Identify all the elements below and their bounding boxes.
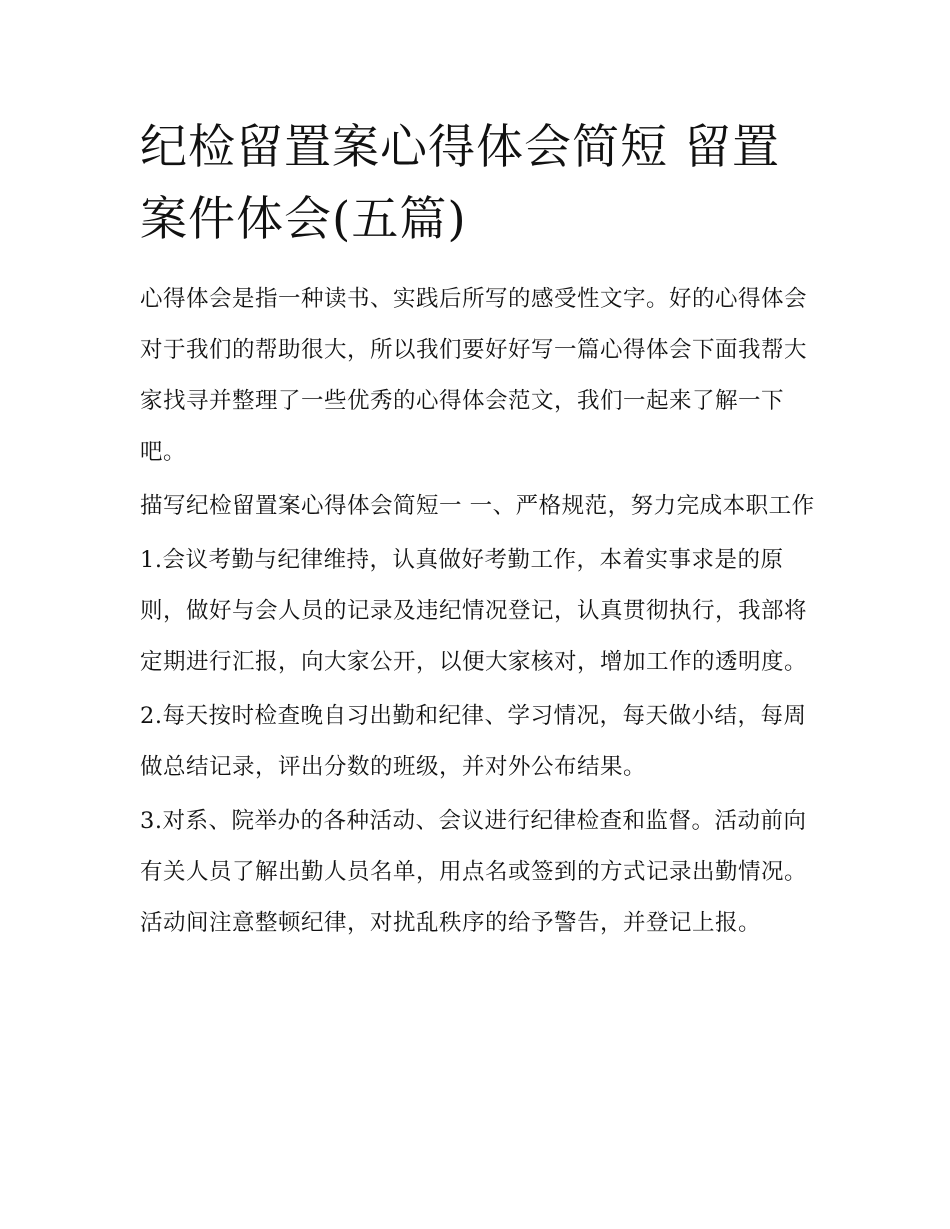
section-heading: 描写纪检留置案心得体会简短一 一、严格规范，努力完成本职工作 — [140, 493, 815, 519]
list-item-3: 3.对系、院举办的各种活动、会议进行纪律检查和监督。活动前向有关人员了解出勤人员名单，用点名或签到的方式记录出勤情况。活动间注意整顿纪律，对扰乱秩序的给予警告，并登记上报。 — [140, 808, 808, 936]
list-item-1: 1.会议考勤与纪律维持，认真做好考勤工作，本着实事求是的原则，做好与会人员的记录及违纪情况登记，认真贯彻执行，我部将定期进行汇报，向大家公开，以便大家核对，增加工作的透明度。 — [140, 547, 808, 675]
document-title: 纪检留置案心得体会简短 留置案件体会(五篇) — [140, 120, 780, 247]
document-content — [140, 112, 820, 952]
intro-paragraph: 心得体会是指一种读书、实践后所写的感受性文字。好的心得体会对于我们的帮助很大，所以我们要好好写一篇心得体会下面我帮大家找寻并整理了一些优秀的心得体会范文，我们一起来了解一下吧。 — [140, 286, 808, 465]
list-item-2: 2.每天按时检查晚自习出勤和纪律、学习情况，每天做小结，每周做总结记录，评出分数的班级，并对外公布结果。 — [140, 703, 807, 780]
